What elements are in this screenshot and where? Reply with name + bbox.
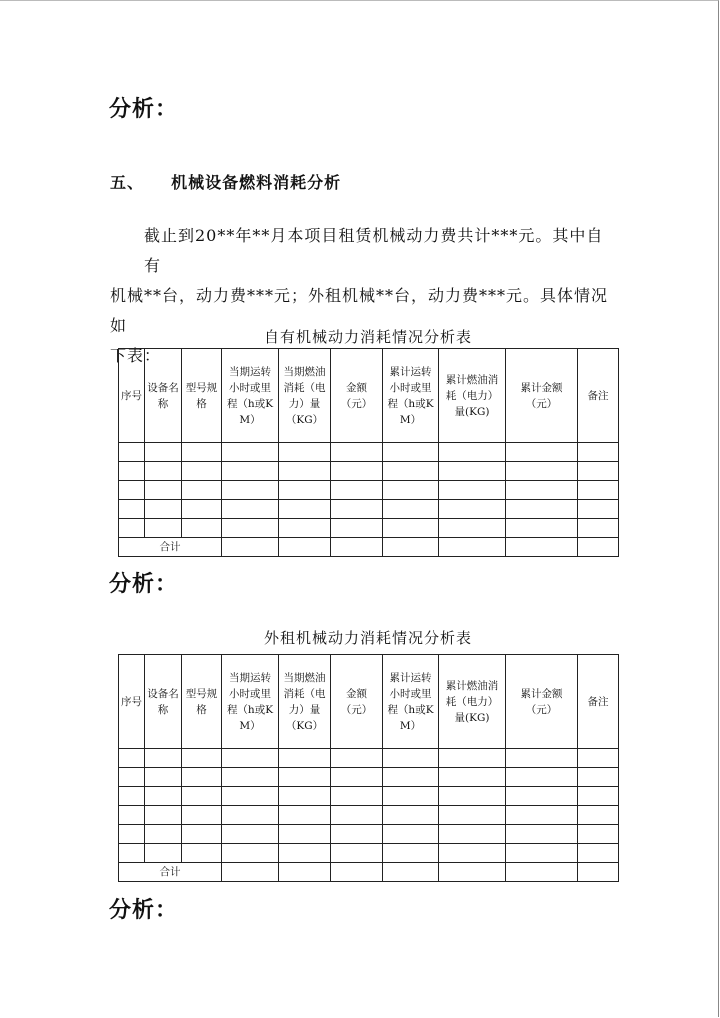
table-cell[interactable] bbox=[383, 749, 439, 768]
header-cum-hours: 累计运转小时或里程（h或KM） bbox=[383, 655, 439, 749]
table-cell[interactable] bbox=[439, 749, 506, 768]
analysis-label-bottom: 分析： bbox=[109, 897, 179, 923]
table-cell[interactable] bbox=[331, 863, 383, 882]
table-cell[interactable] bbox=[279, 443, 331, 462]
table-row bbox=[119, 787, 619, 806]
table-row bbox=[119, 844, 619, 863]
table-cell[interactable] bbox=[222, 768, 279, 787]
table-cell[interactable] bbox=[578, 481, 619, 500]
table-cell[interactable] bbox=[222, 519, 279, 538]
table-cell[interactable] bbox=[145, 787, 182, 806]
table-cell[interactable] bbox=[383, 787, 439, 806]
table-cell[interactable] bbox=[331, 519, 383, 538]
header-cum-fuel: 累计燃油消耗（电力）量(KG) bbox=[439, 655, 506, 749]
table-row bbox=[119, 806, 619, 825]
table-cell[interactable] bbox=[439, 443, 506, 462]
table-cell[interactable] bbox=[222, 462, 279, 481]
header-cur-fuel: 当期燃油消耗（电力）量（KG） bbox=[279, 349, 331, 443]
table-cell[interactable] bbox=[578, 500, 619, 519]
analysis-label-top: 分析： bbox=[109, 96, 179, 122]
table-cell[interactable] bbox=[119, 844, 145, 863]
table-cell[interactable] bbox=[331, 749, 383, 768]
table-cell[interactable] bbox=[182, 462, 222, 481]
table-cell[interactable] bbox=[145, 749, 182, 768]
table-row bbox=[119, 500, 619, 519]
table-cell[interactable] bbox=[331, 443, 383, 462]
table1-total-row bbox=[119, 538, 619, 557]
table-cell[interactable] bbox=[439, 462, 506, 481]
table-cell[interactable] bbox=[145, 768, 182, 787]
table-cell[interactable] bbox=[279, 844, 331, 863]
table2 bbox=[118, 654, 619, 882]
table-cell[interactable] bbox=[182, 443, 222, 462]
table1-header-row bbox=[119, 349, 619, 443]
table-cell[interactable] bbox=[578, 462, 619, 481]
table-cell[interactable] bbox=[506, 481, 578, 500]
table-cell[interactable] bbox=[331, 538, 383, 557]
table-cell[interactable] bbox=[182, 749, 222, 768]
table-cell[interactable] bbox=[383, 481, 439, 500]
table-cell[interactable] bbox=[145, 825, 182, 844]
table-cell[interactable] bbox=[182, 481, 222, 500]
header-remark: 备注 bbox=[578, 655, 619, 749]
table-cell[interactable] bbox=[439, 519, 506, 538]
table-cell[interactable] bbox=[119, 825, 145, 844]
table-cell[interactable] bbox=[578, 519, 619, 538]
table-cell[interactable] bbox=[279, 538, 331, 557]
table-cell[interactable] bbox=[279, 806, 331, 825]
paragraph-line-2: 机械**台，动力费***元；外租机械**台，动力费***元。具体情况如 bbox=[110, 286, 609, 335]
table-cell[interactable] bbox=[383, 863, 439, 882]
header-cum-hours: 累计运转小时或里程（h或KM） bbox=[383, 349, 439, 443]
header-remark: 备注 bbox=[578, 349, 619, 443]
table-cell[interactable] bbox=[145, 443, 182, 462]
table-cell[interactable] bbox=[222, 825, 279, 844]
table-cell[interactable] bbox=[439, 806, 506, 825]
header-equip-name: 设备名称 bbox=[145, 349, 182, 443]
table-cell[interactable] bbox=[279, 825, 331, 844]
table-cell[interactable] bbox=[439, 538, 506, 557]
table-cell[interactable] bbox=[222, 844, 279, 863]
table-cell[interactable] bbox=[145, 500, 182, 519]
table-cell[interactable] bbox=[222, 863, 279, 882]
total-label: 合计 bbox=[119, 863, 222, 882]
table-cell[interactable] bbox=[182, 844, 222, 863]
table-cell[interactable] bbox=[439, 481, 506, 500]
table-cell[interactable] bbox=[506, 462, 578, 481]
header-amount: 金额（元） bbox=[331, 349, 383, 443]
table-cell[interactable] bbox=[145, 519, 182, 538]
table-cell[interactable] bbox=[331, 768, 383, 787]
table-cell[interactable] bbox=[439, 500, 506, 519]
header-cum-amount: 累计金额（元） bbox=[506, 349, 578, 443]
table-cell[interactable] bbox=[578, 538, 619, 557]
table-cell[interactable] bbox=[222, 749, 279, 768]
table-cell[interactable] bbox=[279, 500, 331, 519]
table-row bbox=[119, 443, 619, 462]
table-cell[interactable] bbox=[119, 749, 145, 768]
table-cell[interactable] bbox=[439, 863, 506, 882]
table-cell[interactable] bbox=[279, 462, 331, 481]
analysis-label-mid: 分析： bbox=[109, 571, 179, 597]
table-cell[interactable] bbox=[331, 825, 383, 844]
table-cell[interactable] bbox=[506, 863, 578, 882]
section-title: 机械设备燃料消耗分析 bbox=[171, 173, 342, 192]
table-cell[interactable] bbox=[506, 825, 578, 844]
table-cell[interactable] bbox=[383, 538, 439, 557]
table-cell[interactable] bbox=[578, 844, 619, 863]
table-cell[interactable] bbox=[331, 806, 383, 825]
table-cell[interactable] bbox=[383, 806, 439, 825]
table-cell[interactable] bbox=[119, 462, 145, 481]
table-cell[interactable] bbox=[578, 863, 619, 882]
table1-title: 自有机械动力消耗情况分析表 bbox=[263, 328, 472, 346]
table-cell[interactable] bbox=[578, 806, 619, 825]
table-cell[interactable] bbox=[578, 443, 619, 462]
table-cell[interactable] bbox=[119, 787, 145, 806]
table-cell[interactable] bbox=[506, 806, 578, 825]
table-cell[interactable] bbox=[222, 538, 279, 557]
table-row bbox=[119, 749, 619, 768]
table-cell[interactable] bbox=[279, 749, 331, 768]
table2-header-row bbox=[119, 655, 619, 749]
table-cell[interactable] bbox=[145, 481, 182, 500]
table-cell[interactable] bbox=[578, 787, 619, 806]
table2-title: 外租机械动力消耗情况分析表 bbox=[263, 629, 472, 647]
table-cell[interactable] bbox=[439, 825, 506, 844]
table-cell[interactable] bbox=[383, 519, 439, 538]
table-cell[interactable] bbox=[506, 844, 578, 863]
table-cell[interactable] bbox=[279, 863, 331, 882]
table-cell[interactable] bbox=[182, 768, 222, 787]
table-cell[interactable] bbox=[119, 519, 145, 538]
table-cell[interactable] bbox=[182, 519, 222, 538]
table-cell[interactable] bbox=[506, 538, 578, 557]
table-cell[interactable] bbox=[506, 768, 578, 787]
table-cell[interactable] bbox=[182, 806, 222, 825]
header-amount: 金额（元） bbox=[331, 655, 383, 749]
table-cell[interactable] bbox=[331, 481, 383, 500]
header-seq: 序号 bbox=[119, 349, 145, 443]
table-cell[interactable] bbox=[506, 443, 578, 462]
table-cell[interactable] bbox=[119, 806, 145, 825]
table-cell[interactable] bbox=[119, 481, 145, 500]
table-cell[interactable] bbox=[182, 825, 222, 844]
table-cell[interactable] bbox=[119, 500, 145, 519]
table-cell[interactable] bbox=[222, 500, 279, 519]
table-cell[interactable] bbox=[383, 825, 439, 844]
table-cell[interactable] bbox=[506, 500, 578, 519]
table-row bbox=[119, 768, 619, 787]
table-cell[interactable] bbox=[383, 844, 439, 863]
header-cur-hours: 当期运转小时或里程（h或KM） bbox=[222, 349, 279, 443]
table-cell[interactable] bbox=[145, 462, 182, 481]
table-cell[interactable] bbox=[182, 787, 222, 806]
table-cell[interactable] bbox=[279, 481, 331, 500]
table-cell[interactable] bbox=[383, 768, 439, 787]
paragraph-line-1: 截止到20**年**月本项目租赁机械动力费共计***元。其中自有 bbox=[144, 226, 604, 275]
table-cell[interactable] bbox=[119, 768, 145, 787]
table-cell[interactable] bbox=[145, 844, 182, 863]
header-cur-hours: 当期运转小时或里程（h或KM） bbox=[222, 655, 279, 749]
table-cell[interactable] bbox=[383, 500, 439, 519]
table-cell[interactable] bbox=[182, 500, 222, 519]
section-number: 五、 bbox=[110, 173, 145, 192]
table-cell[interactable] bbox=[145, 806, 182, 825]
table-cell[interactable] bbox=[119, 443, 145, 462]
table-cell[interactable] bbox=[279, 768, 331, 787]
table-cell[interactable] bbox=[222, 806, 279, 825]
table-cell[interactable] bbox=[222, 443, 279, 462]
header-model: 型号规格 bbox=[182, 655, 222, 749]
table-cell[interactable] bbox=[383, 462, 439, 481]
table-cell[interactable] bbox=[506, 749, 578, 768]
table-cell[interactable] bbox=[279, 787, 331, 806]
section-heading bbox=[110, 170, 341, 193]
table-cell[interactable] bbox=[506, 519, 578, 538]
table-cell[interactable] bbox=[578, 768, 619, 787]
table-cell[interactable] bbox=[331, 787, 383, 806]
table-cell[interactable] bbox=[506, 787, 578, 806]
table-row bbox=[119, 462, 619, 481]
header-cum-amount: 累计金额（元） bbox=[506, 655, 578, 749]
table-cell[interactable] bbox=[439, 787, 506, 806]
header-cur-fuel: 当期燃油消耗（电力）量（KG） bbox=[279, 655, 331, 749]
table2-total-row bbox=[119, 863, 619, 882]
table-cell[interactable] bbox=[439, 844, 506, 863]
table-cell[interactable] bbox=[578, 825, 619, 844]
table-row bbox=[119, 481, 619, 500]
table-cell[interactable] bbox=[331, 500, 383, 519]
table-cell[interactable] bbox=[331, 844, 383, 863]
table-row bbox=[119, 825, 619, 844]
total-label: 合计 bbox=[119, 538, 222, 557]
header-model: 型号规格 bbox=[182, 349, 222, 443]
table-cell[interactable] bbox=[222, 787, 279, 806]
table1 bbox=[118, 348, 619, 557]
table-cell[interactable] bbox=[578, 749, 619, 768]
header-seq: 序号 bbox=[119, 655, 145, 749]
header-cum-fuel: 累计燃油消耗（电力）量(KG) bbox=[439, 349, 506, 443]
table-cell[interactable] bbox=[331, 462, 383, 481]
table-cell[interactable] bbox=[439, 768, 506, 787]
table-cell[interactable] bbox=[222, 481, 279, 500]
header-equip-name: 设备名称 bbox=[145, 655, 182, 749]
table-cell[interactable] bbox=[279, 519, 331, 538]
paragraph-line-3: 下表： bbox=[110, 346, 162, 365]
table-cell[interactable] bbox=[383, 443, 439, 462]
table-row bbox=[119, 519, 619, 538]
